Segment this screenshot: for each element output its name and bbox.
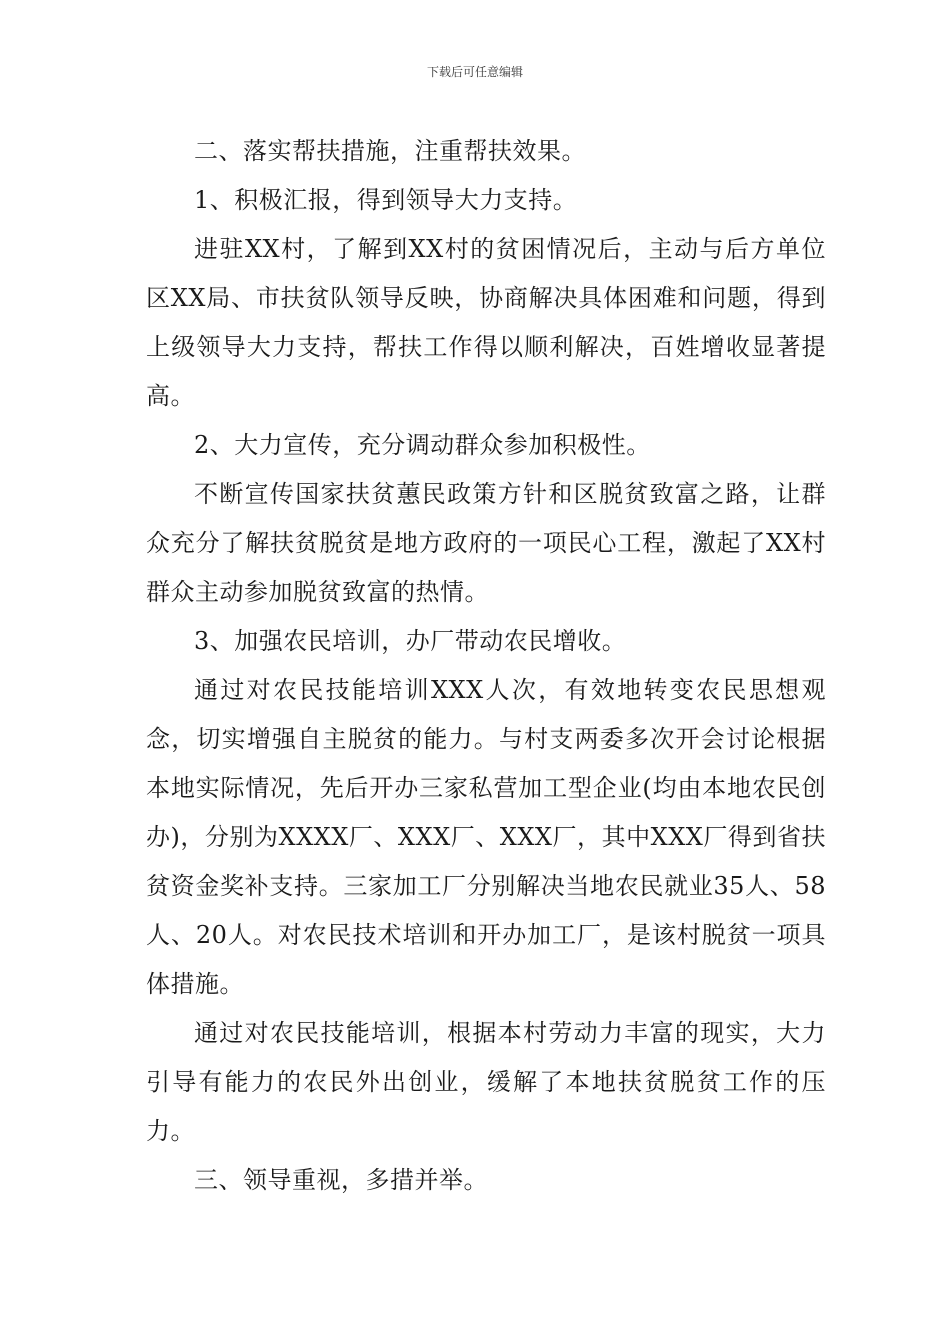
subheading-3: 3、加强农民培训，办厂带动农民增收。 bbox=[194, 627, 627, 655]
section-heading-3: 三、领导重视，多措并举。 bbox=[194, 1166, 488, 1194]
page-header-note: 下载后可任意编辑 bbox=[426, 65, 523, 79]
subheading-1: 1、积极汇报，得到领导大力支持。 bbox=[194, 186, 578, 214]
paragraph-2: 不断宣传国家扶贫蕙民政策方针和区脱贫致富之路，让群众充分了解扶贫脱贫是地方政府的一项民心工程，激起了XX村群众主动参加脱贫致富的热情。 bbox=[146, 480, 826, 606]
section-heading-2: 二、落实帮扶措施，注重帮扶效果。 bbox=[194, 137, 586, 165]
paragraph-1: 进驻XX村，了解到XX村的贫困情况后，主动与后方单位区XX局、市扶贫队领导反映，协商解决具体困难和问题，得到上级领导大力支持，帮扶工作得以顺利解决，百姓增收显著提高。 bbox=[146, 235, 826, 410]
paragraph-3: 通过对农民技能培训XXX人次，有效地转变农民思想观念，切实增强自主脱贫的能力。与村支两委多次开会讨论根据本地实际情况，先后开办三家私营加工型企业(均由本地农民创办)，分别为XXXX厂、XXX厂、XXX厂，其中XXX厂得到省扶贫资金奖补支持。三家加工厂分别解决当地农民就业35人、58人、20人。对农民技术培训和开办加工厂，是该村脱贫一项具体措施。 bbox=[146, 676, 826, 998]
subheading-2: 2、大力宣传，充分调动群众参加积极性。 bbox=[194, 431, 651, 459]
document-body bbox=[146, 127, 826, 1205]
paragraph-4: 通过对农民技能培训，根据本村劳动力丰富的现实，大力引导有能力的农民外出创业，缓解了本地扶贫脱贫工作的压力。 bbox=[146, 1019, 826, 1145]
